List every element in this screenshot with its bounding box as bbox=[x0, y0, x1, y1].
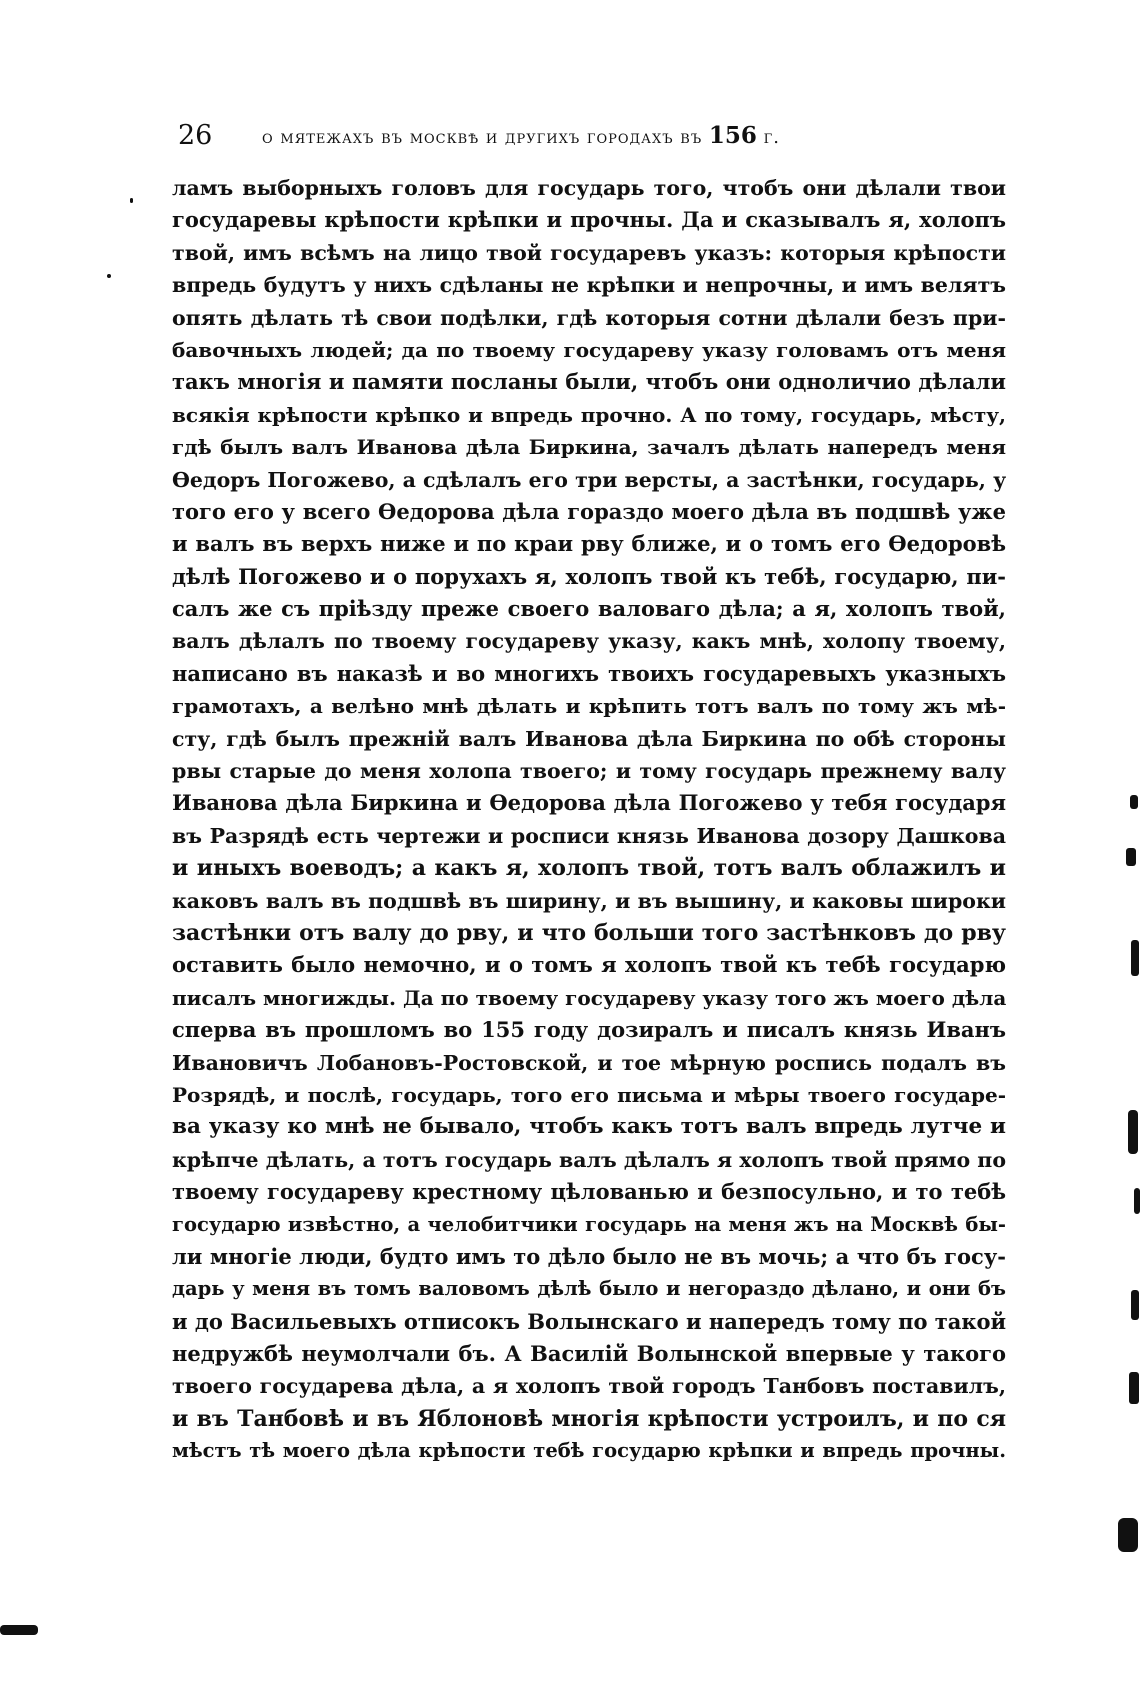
scan-edge-mark bbox=[1118, 1518, 1138, 1552]
scan-edge-mark bbox=[1131, 940, 1139, 976]
text-line: бавочныхъ людей; да по твоему государеву указу головамъ отъ меня bbox=[172, 337, 1006, 362]
text-line: и иныхъ воеводъ; а какъ я, холопъ твой, тотъ валъ облажилъ и bbox=[172, 855, 1006, 882]
text-line: сту, гдѣ былъ прежній валъ Иванова дѣла Биркина по обѣ стороны bbox=[172, 726, 1006, 751]
scan-edge-mark bbox=[0, 1625, 38, 1635]
text-line: и въ Танбовѣ и въ Яблоновѣ многія крѣпости устроилъ, и по ся bbox=[172, 1405, 1006, 1432]
text-line: дарь у меня въ томъ валовомъ дѣлѣ было и негораздо дѣлано, и они бъ bbox=[172, 1277, 1006, 1301]
text-line: Розрядѣ, и послѣ, государь, того его письма и мѣры твоего государе- bbox=[172, 1082, 1006, 1107]
running-title-text: о мятежахъ въ москвѣ и другихъ городахъ въ bbox=[262, 127, 703, 148]
scan-edge-mark bbox=[1126, 848, 1136, 866]
running-head bbox=[178, 118, 1006, 154]
text-line: ва указу ко мнѣ не бывало, чтобъ какъ тотъ валъ впредь лутче и bbox=[172, 1114, 1006, 1140]
text-line: грамотахъ, а велѣно мнѣ дѣлать и крѣпить тотъ валъ по тому жъ мѣ- bbox=[172, 694, 1006, 719]
text-line: гдѣ былъ валъ Иванова дѣла Биркина, зачалъ дѣлать напередъ меня bbox=[172, 435, 1006, 460]
scan-edge-mark bbox=[1128, 1110, 1138, 1154]
text-line: всякія крѣпости крѣпко и впредь прочно. А по тому, государь, мѣсту, bbox=[172, 402, 1006, 427]
text-line: сперва въ прошломъ во 155 году дозиралъ и писалъ князь Иванъ bbox=[172, 1017, 1006, 1043]
text-line: Иванова дѣла Биркина и Ѳедорова дѣла Погожево у тебя государя bbox=[172, 790, 1006, 816]
text-line: въ Разрядѣ есть чертежи и росписи князь Иванова дозору Дашкова bbox=[172, 823, 1006, 848]
text-line: салъ же съ пріѣзду преже своего валоваго дѣла; а я, холопъ твой, bbox=[172, 596, 1006, 622]
text-line: твоему государеву крестному цѣлованью и безпосульно, и то тебѣ bbox=[172, 1179, 1006, 1205]
text-line: впредь будутъ у нихъ сдѣланы не крѣпки и непрочны, и имъ велятъ bbox=[172, 273, 1006, 298]
text-line: государевы крѣпости крѣпки и прочны. Да и сказывалъ я, холопъ bbox=[172, 207, 1006, 233]
text-line: государю извѣстно, а челобитчики государь на меня жъ на Москвѣ бы- bbox=[172, 1212, 1006, 1236]
text-line: валъ дѣлалъ по твоему государеву указу, какъ мнѣ, холопу твоему, bbox=[172, 629, 1006, 654]
text-line: и до Васильевыхъ отписокъ Волынскаго и напередъ тому по такой bbox=[172, 1308, 1006, 1334]
scan-edge-mark bbox=[1134, 1188, 1140, 1214]
text-line: писалъ многижды. Да по твоему государеву указу того жъ моего дѣла bbox=[172, 985, 1006, 1010]
text-line: того его у всего Ѳедорова дѣла гораздо моего дѣла въ подшвѣ уже bbox=[172, 498, 1006, 524]
text-line: каковъ валъ въ подшвѣ въ ширину, и въ вышину, и каковы широки bbox=[172, 888, 1006, 913]
text-line: дѣлѣ Погожево и о порухахъ я, холопъ твой къ тебѣ, государю, пи- bbox=[172, 563, 1006, 589]
text-line: оставить было немочно, и о томъ я холопъ твой къ тебѣ государю bbox=[172, 952, 1006, 978]
page-number: 26 bbox=[178, 120, 213, 151]
text-line: рвы старые до меня холопа твоего; и тому государь прежнему валу bbox=[172, 759, 1006, 784]
running-title bbox=[262, 121, 780, 153]
text-line: такъ многія и памяти посланы были, чтобъ они одноличио дѣлали bbox=[172, 369, 1006, 395]
running-title-year: 156 bbox=[708, 122, 757, 149]
scan-edge-mark bbox=[1131, 1290, 1139, 1320]
scan-speck bbox=[130, 198, 133, 203]
scan-edge-mark bbox=[1129, 1372, 1139, 1404]
text-line: твоего государева дѣла, а я холопъ твой городъ Танбовъ поставилъ, bbox=[172, 1374, 1006, 1399]
text-line: твой, имъ всѣмъ на лицо твой государевъ указъ: которыя крѣпости bbox=[172, 240, 1006, 265]
text-line: ли многіе люди, будто имъ то дѣло было не въ мочь; а что бъ госу- bbox=[172, 1243, 1006, 1269]
text-line: Ѳедоръ Погожево, а сдѣлалъ его три версты, а застѣнки, государь, у bbox=[172, 467, 1006, 492]
text-line: и валъ въ верхъ ниже и по краи рву ближе, и о томъ его Ѳедоровѣ bbox=[172, 531, 1006, 557]
text-line: застѣнки отъ валу до рву, и что больши того застѣнковъ до рву bbox=[172, 919, 1006, 946]
text-line: ламъ выборныхъ головъ для государь того, чтобъ они дѣлали твои bbox=[172, 176, 1006, 200]
text-line: крѣпче дѣлать, а тотъ государь валъ дѣлалъ я холопъ твой прямо по bbox=[172, 1147, 1006, 1172]
scan-speck bbox=[107, 274, 111, 278]
text-line: мѣстъ тѣ моего дѣла крѣпости тебѣ государю крѣпки и впредь прочны. bbox=[172, 1439, 1006, 1463]
body-text bbox=[172, 172, 1006, 1468]
scan-edge-mark bbox=[1130, 795, 1138, 809]
text-line: написано въ наказѣ и во многихъ твоихъ государевыхъ указныхъ bbox=[172, 660, 1006, 686]
text-line: опять дѣлать тѣ свои подѣлки, гдѣ которыя сотни дѣлали безъ при- bbox=[172, 305, 1006, 330]
text-line: недружбѣ неумолчали бъ. А Василій Волынской впервые у такого bbox=[172, 1341, 1006, 1367]
text-line: Ивановичъ Лобановъ-Ростовской, и тое мѣрную роспись подалъ въ bbox=[172, 1050, 1006, 1075]
running-title-suffix: г. bbox=[763, 127, 780, 148]
